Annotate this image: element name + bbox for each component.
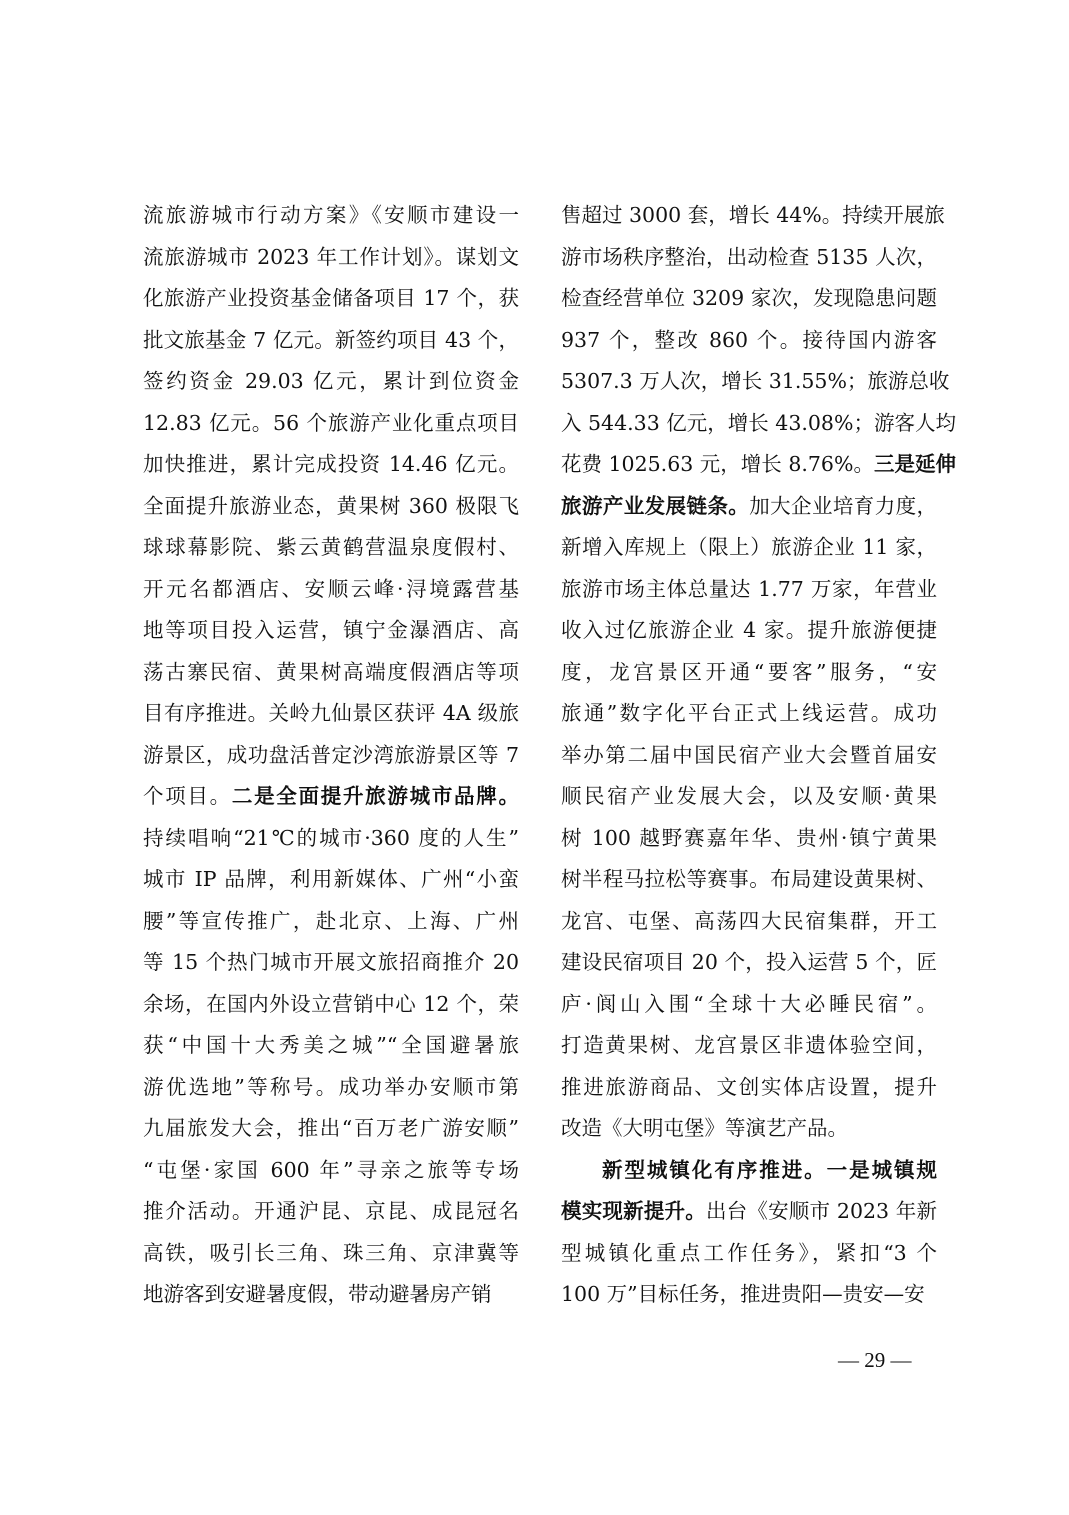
text-line (561, 569, 937, 611)
text-line (561, 942, 937, 984)
text-segment: 游优选地”等称号。成功举办安顺市第 (143, 1074, 519, 1099)
text-segment: 型城镇化重点工作任务》，紧扣“3 个 (561, 1240, 937, 1265)
text-line (143, 1274, 519, 1316)
text-line (143, 610, 519, 652)
text-line (143, 693, 519, 735)
text-segment: 加大企业培育力度， (749, 493, 938, 518)
text-segment: 高铁，吸引长三角、珠三角、京津冀等 (143, 1240, 519, 1265)
text-segment: 树 100 越野赛嘉年华、贵州·镇宁黄果 (561, 825, 937, 850)
text-line (561, 278, 937, 320)
text-line (143, 195, 519, 237)
text-segment: 花费 1025.63 元，增长 8.76%。 (561, 452, 874, 476)
text-segment: 售超过 3000 套，增长 44%。持续开展旅 (561, 203, 945, 227)
text-segment: 开元名都酒店、安顺云峰·浔境露营基 (143, 576, 519, 601)
text-line (561, 195, 945, 237)
text-segment: 流旅游城市行动方案》《安顺市建设一 (143, 203, 519, 227)
text-line (561, 901, 937, 943)
text-line (143, 942, 519, 984)
text-line (561, 444, 956, 486)
page-number: — 29 — (838, 1348, 912, 1372)
right-text-column (561, 195, 956, 1316)
text-line (561, 1067, 937, 1109)
text-line (561, 735, 937, 777)
text-line (143, 652, 519, 694)
text-line (143, 527, 519, 569)
text-segment: 获“中国十大秀美之城”“全国避暑旅 (143, 1033, 519, 1057)
text-line (561, 1191, 937, 1233)
text-line (561, 1108, 937, 1150)
text-segment: “屯堡·家国 600 年”寻亲之旅等专场 (143, 1157, 519, 1182)
text-line (561, 652, 937, 694)
text-line (143, 1233, 519, 1275)
text-line (143, 486, 519, 528)
text-line (143, 735, 519, 777)
text-segment: 100 万”目标任务，推进贵阳—贵安—安 (561, 1282, 925, 1306)
text-segment: 游景区，成功盘活普定沙湾旅游景区等 7 (143, 742, 519, 767)
text-line (561, 1233, 937, 1275)
text-segment: 批文旅基金 7 亿元。新签约项目 43 个， (143, 327, 519, 352)
text-segment: 树半程马拉松等赛事。布局建设黄果树、 (561, 867, 937, 891)
text-line (561, 1150, 937, 1192)
text-segment: 目有序推进。关岭九仙景区获评 4A 级旅 (143, 701, 519, 725)
text-line (561, 693, 937, 735)
text-line (143, 1150, 519, 1192)
text-segment: 旅游市场主体总量达 1.77 万家，年营业 (561, 576, 937, 601)
text-line (561, 984, 937, 1026)
text-line (143, 569, 519, 611)
text-segment: 改造《大明屯堡》等演艺产品。 (561, 1116, 848, 1140)
text-segment: 球球幕影院、紫云黄鹤营温泉度假村、 (143, 535, 519, 559)
text-segment: 旅通”数字化平台正式上线运营。成功 (561, 701, 937, 725)
text-segment: 打造黄果树、龙宫景区非遗体验空间， (561, 1033, 937, 1057)
text-line (143, 1108, 519, 1150)
text-segment: 余场，在国内外设立营销中心 12 个，荣 (143, 991, 519, 1016)
text-segment: 入 544.33 亿元，增长 43.08%；游客人均 (561, 410, 956, 435)
text-line (143, 237, 519, 279)
text-segment: 地等项目投入运营，镇宁金瀑酒店、高 (143, 618, 519, 642)
text-line (143, 320, 519, 362)
text-line (561, 361, 950, 403)
text-line (143, 1025, 519, 1067)
text-segment: 庐·阆山入围“全球十大必睡民宿”。 (561, 991, 937, 1016)
bold-text-segment: 旅游产业发展链条。 (561, 493, 750, 518)
text-segment: 937 个，整改 860 个。接待国内游客 (561, 327, 937, 352)
text-line (143, 361, 519, 403)
text-line (143, 1191, 519, 1233)
text-segment: 全面提升旅游业态，黄果树 360 极限飞 (143, 493, 519, 518)
text-line (561, 776, 937, 818)
text-segment: 出台《安顺市 2023 年新 (705, 1199, 938, 1223)
text-line (143, 444, 519, 486)
text-segment: 推介活动。开通沪昆、京昆、成昆冠名 (143, 1199, 519, 1223)
text-segment: 九届旅发大会，推出“百万老广游安顺” (143, 1116, 519, 1140)
text-line (143, 776, 519, 818)
text-line (561, 403, 956, 445)
text-segment: 加快推进，累计完成投资 14.46 亿元。 (143, 452, 519, 476)
text-segment: 荡古寨民宿、黄果树高端度假酒店等项 (143, 659, 519, 684)
text-line (561, 610, 937, 652)
text-segment: 化旅游产业投资基金储备项目 17 个，获 (143, 286, 519, 310)
text-line (561, 320, 937, 362)
text-line (143, 1067, 519, 1109)
text-line (143, 278, 519, 320)
text-line (143, 984, 519, 1026)
text-line (561, 1274, 937, 1316)
text-line (561, 237, 937, 279)
text-segment: 检查经营单位 3209 家次，发现隐患问题 (561, 286, 937, 310)
bold-text-segment: 三是延伸 (873, 452, 956, 476)
text-segment: 腰”等宣传推广，赴北京、上海、广州 (143, 908, 519, 933)
text-segment: 地游客到安避暑度假，带动避暑房产销 (143, 1282, 492, 1306)
text-segment: 游市场秩序整治，出动检查 5135 人次， (561, 244, 937, 269)
text-segment: 签约资金 29.03 亿元，累计到位资金 (143, 369, 519, 393)
text-segment: 流旅游城市 2023 年工作计划》。谋划文 (143, 244, 519, 269)
text-segment: 顺民宿产业发展大会，以及安顺·黄果 (561, 784, 937, 808)
text-line (561, 859, 937, 901)
text-segment: 12.83 亿元。56 个旅游产业化重点项目 (143, 410, 519, 435)
text-segment: 建设民宿项目 20 个，投入运营 5 个，匠 (561, 950, 937, 974)
text-line (561, 818, 937, 860)
text-segment: 等 15 个热门城市开展文旅招商推介 20 (143, 950, 519, 974)
text-segment: 收入过亿旅游企业 4 家。提升旅游便捷 (561, 618, 937, 642)
text-segment: 推进旅游商品、文创实体店设置，提升 (561, 1074, 937, 1099)
text-segment: 度，龙宫景区开通“要客”服务，“安 (561, 659, 937, 684)
text-line (143, 901, 519, 943)
bold-text-segment: 新型城镇化有序推进。一是城镇规 (602, 1157, 937, 1182)
text-segment: 举办第二届中国民宿产业大会暨首届安 (561, 742, 937, 767)
text-line (143, 403, 519, 445)
text-segment: 城市 IP 品牌，利用新媒体、广州“小蛮 (143, 867, 519, 891)
bold-text-segment: 二是全面提升旅游城市品牌。 (231, 784, 519, 808)
text-line (143, 859, 519, 901)
text-segment: 持续唱响“21℃的城市·360 度的人生” (143, 825, 519, 850)
text-line (561, 1025, 937, 1067)
text-line (561, 527, 937, 569)
text-segment: 5307.3 万人次，增长 31.55%；旅游总收 (561, 369, 950, 393)
text-segment: 个项目。 (143, 784, 232, 808)
text-line (561, 486, 937, 528)
text-line (143, 818, 519, 860)
left-text-column (143, 195, 519, 1316)
text-segment: 新增入库规上（限上）旅游企业 11 家， (561, 535, 937, 559)
text-segment: 龙宫、屯堡、高荡四大民宿集群，开工 (561, 908, 937, 933)
bold-text-segment: 模实现新提升。 (561, 1199, 706, 1223)
